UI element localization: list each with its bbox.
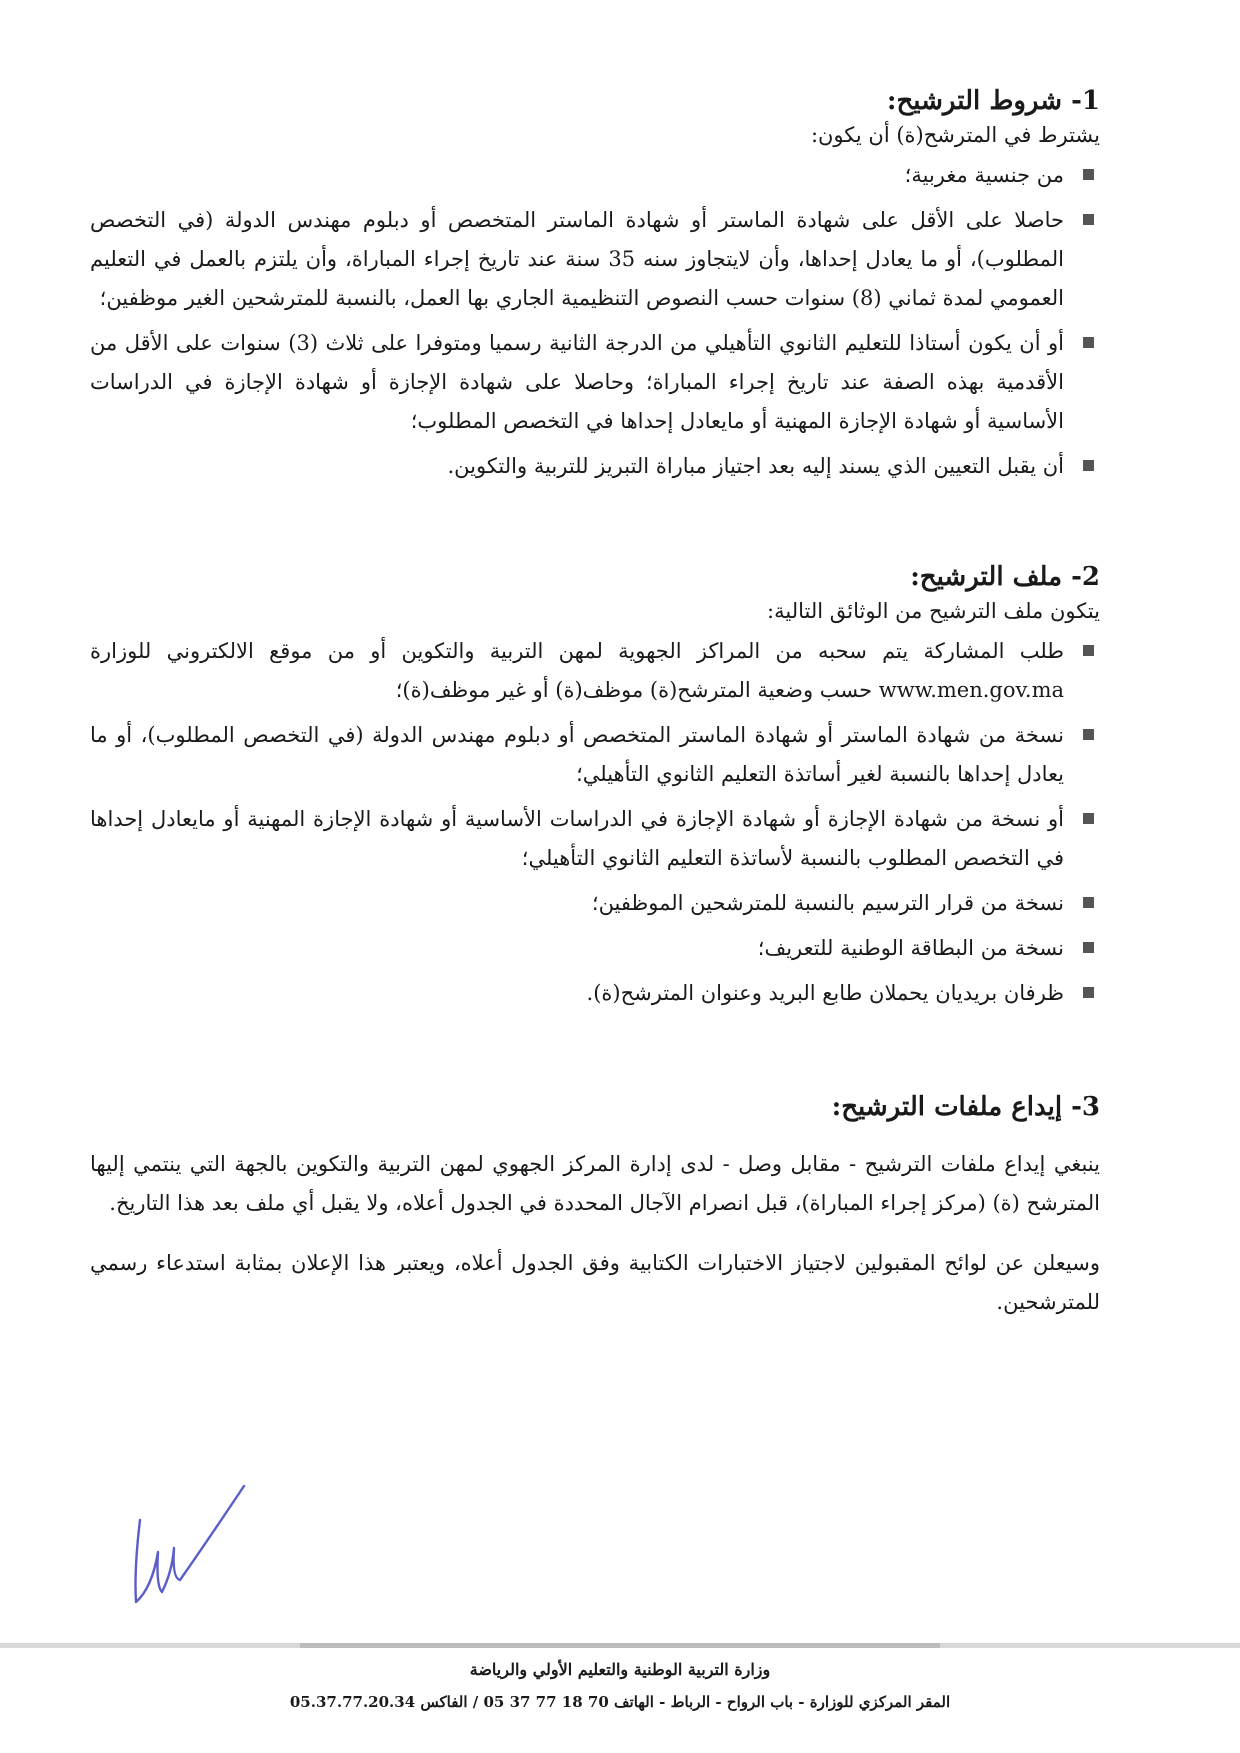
square-bullet-icon	[1083, 942, 1094, 953]
square-bullet-icon	[1083, 729, 1094, 740]
section-intro: يشترط في المترشح(ة) أن يكون:	[810, 123, 1100, 147]
list-item-text: طلب المشاركة يتم سحبه من المراكز الجهوية لمهن التربية والتكوين أو من موقع الالكتروني للوزارة www.men.gov.ma حسب وضعية المترشح(ة) موظف(ة) أو غير موظف(ة)؛	[90, 639, 1064, 702]
list-item-text: نسخة من شهادة الماستر أو شهادة الماستر المتخصص أو دبلوم مهندس الدولة (في التخصص المطلوب)، أو ما يعادل إحداها بالنسبة لغير أساتذة التعليم الثانوي التأهيلي؛	[90, 723, 1064, 786]
list-item-text: ظرفان بريديان يحملان طابع البريد وعنوان المترشح(ة).	[586, 981, 1064, 1005]
list-item-text: نسخة من قرار الترسيم بالنسبة للمترشحين الموظفين؛	[591, 891, 1064, 915]
square-bullet-icon	[1083, 214, 1094, 225]
list-item	[90, 201, 1100, 318]
square-bullet-icon	[1083, 169, 1094, 180]
section-intro: يتكون ملف الترشيح من الوثائق التالية:	[767, 599, 1100, 623]
section-eligibility-conditions	[90, 84, 1100, 486]
section-title: 2- ملف الترشيح:	[910, 562, 1100, 592]
list-item	[90, 800, 1100, 878]
section-application-file	[90, 560, 1100, 1013]
section-paragraph: وسيعلن عن لوائح المقبولين لاجتياز الاختبارات الكتابية وفق الجدول أعلاه، ويعتبر هذا الإعلان بمثابة استدعاء رسمي للمترشحين.	[90, 1251, 1100, 1314]
list-item-text: أو أن يكون أستاذا للتعليم الثانوي التأهيلي من الدرجة الثانية رسميا ومتوفرا على ثلاث (3) سنوات على الأقل من الأقدمية بهذه الصفة عند تاريخ إجراء المباراة؛ وحاصلا على شهادة الإجازة أو شهادة الإجازة في الدراسات الأساسية أو شهادة الإجازة المهنية أو مايعادل إحداها في التخصص المطلوب؛	[90, 331, 1064, 433]
section-title: 1- شروط الترشيح:	[886, 86, 1100, 116]
list-item-text: نسخة من البطاقة الوطنية للتعريف؛	[757, 936, 1064, 960]
list-item-text: حاصلا على الأقل على شهادة الماستر أو شهادة الماستر المتخصص أو دبلوم مهندس الدولة (في التخصص المطلوب)، أو ما يعادل إحداها، وأن لايتجاوز سنه 35 سنة عند تاريخ إجراء المباراة، وأن يلتزم بالعمل في التعليم العمومي لمدة ثماني (8) سنوات حسب النصوص التنظيمية الجاري بها العمل، بالنسبة للمترشحين الغير موظفين؛	[90, 208, 1064, 310]
list-item	[90, 884, 1100, 923]
list-item	[90, 632, 1100, 710]
list-item	[90, 929, 1100, 968]
square-bullet-icon	[1083, 337, 1094, 348]
footer-address: المقر المركزي للوزارة - باب الرواح - الرباط - الهاتف 70 18 77 37 05 / الفاكس 05.37.77.20.34	[289, 1693, 951, 1711]
square-bullet-icon	[1083, 987, 1094, 998]
square-bullet-icon	[1083, 897, 1094, 908]
list-item-text: أن يقبل التعيين الذي يسند إليه بعد اجتياز مباراة التبريز للتربية والتكوين.	[447, 454, 1064, 478]
list-item-text: أو نسخة من شهادة الإجازة أو شهادة الإجازة في الدراسات الأساسية أو شهادة الإجازة المهنية أو مايعادل إحداها في التخصص المطلوب بالنسبة لأساتذة التعليم الثانوي التأهيلي؛	[90, 807, 1064, 870]
list-item-text: من جنسية مغربية؛	[904, 163, 1064, 187]
handwritten-signature	[120, 1480, 250, 1620]
list-item	[90, 156, 1100, 195]
footer-ministry-name: وزارة التربية الوطنية والتعليم الأولي والرياضة	[469, 1660, 771, 1679]
square-bullet-icon	[1083, 645, 1094, 656]
list-item	[90, 716, 1100, 794]
list-item	[90, 447, 1100, 486]
section-paragraph: ينبغي إيداع ملفات الترشيح - مقابل وصل - لدى إدارة المركز الجهوي لمهن التربية والتكوين بالجهة التي ينتمي إليها المترشح (ة) (مركز إجراء المباراة)، قبل انصرام الآجال المحددة في الجدول أعلاه، ولا يقبل أي ملف بعد هذا التاريخ.	[90, 1152, 1100, 1215]
section-file-submission	[90, 1090, 1100, 1322]
square-bullet-icon	[1083, 460, 1094, 471]
square-bullet-icon	[1083, 813, 1094, 824]
section-title: 3- إيداع ملفات الترشيح:	[831, 1092, 1100, 1122]
list-item	[90, 324, 1100, 441]
footer-divider	[0, 1642, 1240, 1650]
list-item	[90, 974, 1100, 1013]
